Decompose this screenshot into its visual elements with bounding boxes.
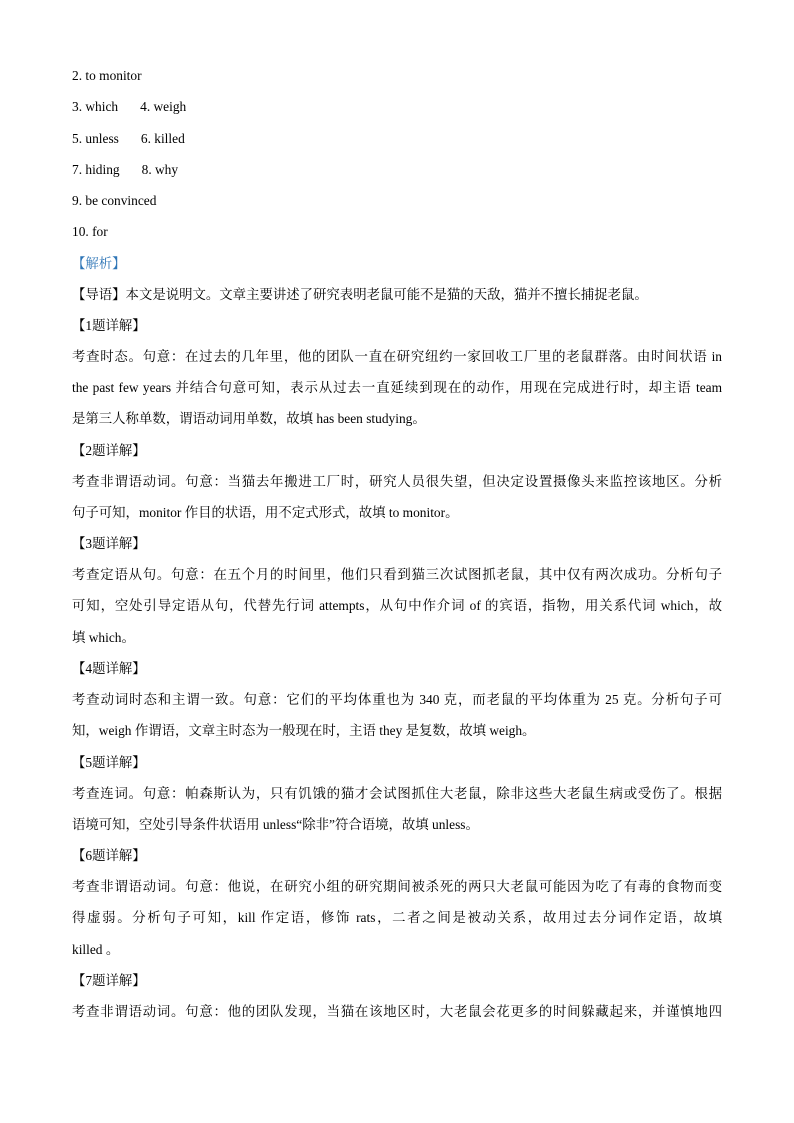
q7-line: 考查非谓语动词。句意：他的团队发现，当猫在该地区时，大老鼠会花更多的时间躲藏起来，并谨慎地四 [72, 1004, 722, 1019]
q1-line: 考查时态。句意：在过去的几年里，他的团队一直在研究纽约一家回收工厂里的老鼠群落。由时间状语 in [72, 349, 722, 364]
q1-line: the past few years 并结合句意可知，表示从过去一直延续到现在的动作，用现在完成进行时，却主语 team [72, 380, 722, 395]
q6-line: 得虚弱。分析句子可知，kill 作定语，修饰 rats，二者之间是被动关系，故用过去分词作定语，故填 [72, 910, 722, 925]
q6-line: killed 。 [72, 942, 120, 957]
q2-line: 考查非谓语动词。句意：当猫去年搬进工厂时，研究人员很失望，但决定设置摄像头来监控该地区。分析 [72, 474, 722, 489]
q3-title: 【3题详解】 [72, 536, 146, 551]
answer-9: 9. be convinced [72, 193, 157, 208]
q1-line: 是第三人称单数，谓语动词用单数，故填 has been studying。 [72, 411, 426, 426]
answer-row-3-4 [72, 98, 186, 116]
q7-title: 【7题详解】 [72, 973, 146, 988]
q1-title: 【1题详解】 [72, 318, 146, 333]
guide-text: 【导语】本文是说明文。文章主要讲述了研究表明老鼠可能不是猫的天敌，猫并不擅长捕捉老鼠。 [72, 287, 648, 302]
q4-line: 考查动词时态和主谓一致。句意：它们的平均体重也为 340 克，而老鼠的平均体重为 25 克。分析句子可 [72, 692, 722, 707]
answer-row-5-6 [72, 130, 185, 148]
answer-6: 6. killed [140, 131, 185, 146]
q3-line: 填 which。 [72, 630, 135, 645]
q3-line: 可知，空处引导定语从句，代替先行词 attempts，从句中作介词 of 的宾语，指物，用关系代词 which，故 [72, 598, 722, 613]
q3-line: 考查定语从句。句意：在五个月的时间里，他们只看到猫三次试图抓老鼠，其中仅有两次成功。分析句子 [72, 567, 722, 582]
q5-line: 语境可知，空处引导条件状语用 unless“除非”符合语境，故填 unless。 [72, 817, 479, 832]
answer-2: 2. to monitor [72, 68, 142, 83]
analysis-heading: 【解析】 [72, 256, 126, 271]
q2-line: 句子可知，monitor 作目的状语，用不定式形式，故填 to monitor。 [72, 505, 459, 520]
q6-line: 考查非谓语动词。句意：他说，在研究小组的研究期间被杀死的两只大老鼠可能因为吃了有毒的食物而变 [72, 879, 722, 894]
answer-7: 7. hiding [72, 162, 120, 177]
answer-3: 3. which [72, 99, 119, 114]
answer-8: 8. why [141, 162, 179, 177]
q4-line: 知，weigh 作谓语，文章主时态为一般现在时，主语 they 是复数，故填 weigh。 [72, 723, 536, 738]
answer-4: 4. weigh [140, 99, 187, 114]
q6-title: 【6题详解】 [72, 848, 146, 863]
answer-5: 5. unless [72, 131, 119, 146]
q5-title: 【5题详解】 [72, 755, 146, 770]
q4-title: 【4题详解】 [72, 661, 146, 676]
q2-title: 【2题详解】 [72, 443, 146, 458]
answer-row-7-8 [72, 161, 178, 179]
q5-line: 考查连词。句意：帕森斯认为，只有饥饿的猫才会试图抓住大老鼠，除非这些大老鼠生病或受伤了。根据 [72, 786, 722, 801]
answer-10: 10. for [72, 224, 108, 239]
